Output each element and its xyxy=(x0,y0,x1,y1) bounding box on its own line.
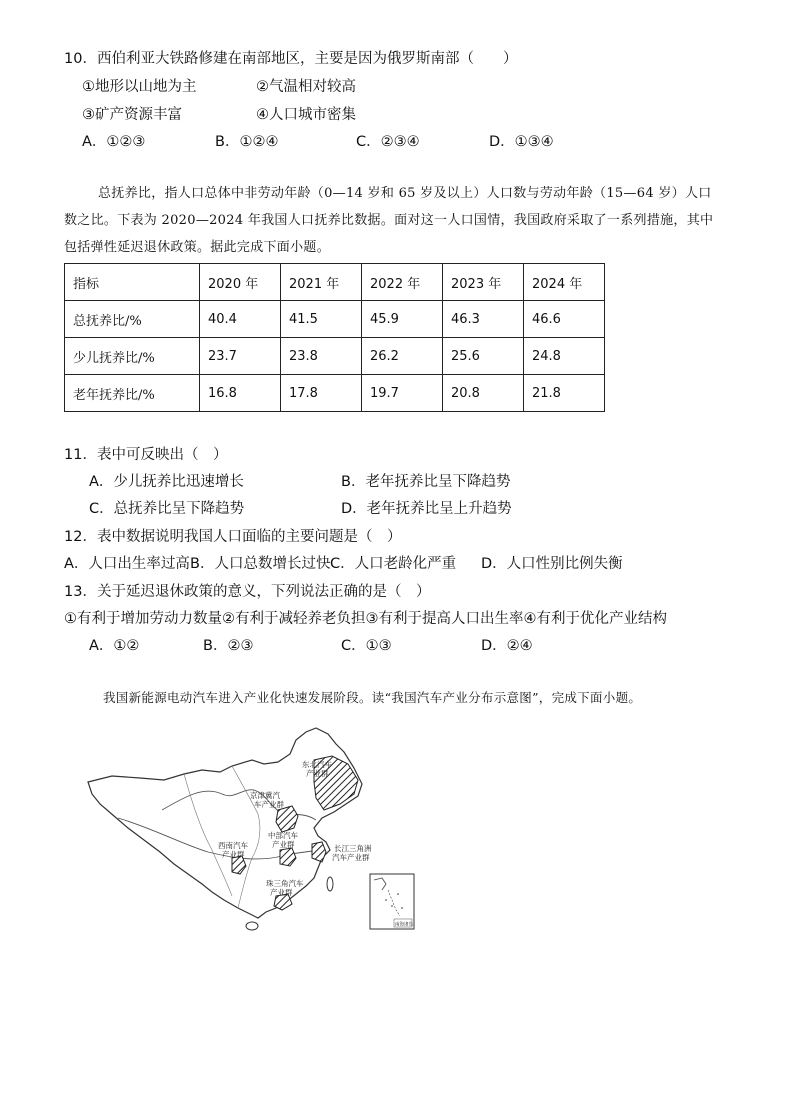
taiwan-island xyxy=(327,877,333,891)
label-southwest-1: 西南汽车 xyxy=(218,841,248,850)
table-cell: 41.5 xyxy=(281,301,362,338)
table-header-row xyxy=(65,264,605,301)
label-yangtze-delta-1: 长江三角洲 xyxy=(334,844,372,853)
q10-option-1: ①地形以山地为主 xyxy=(82,79,197,95)
table-cell: 21.8 xyxy=(524,375,605,412)
table-cell: 24.8 xyxy=(524,338,605,375)
label-central-2: 产业群 xyxy=(272,840,295,849)
table-cell: 46.6 xyxy=(524,301,605,338)
label-jingjinji-1: 京津冀汽 xyxy=(250,791,280,800)
q13-stem: 13．关于延迟退休政策的意义，下列说法正确的是（ ） xyxy=(64,584,431,600)
china-auto-industry-map xyxy=(82,724,422,934)
table-header-cell: 2024 年 xyxy=(524,264,605,301)
table-cell: 老年抚养比/% xyxy=(65,375,200,412)
label-northeast-2: 产业群 xyxy=(306,769,329,778)
q10-option-4: ④人口城市密集 xyxy=(256,107,356,123)
table-cell: 25.6 xyxy=(443,338,524,375)
q12-choice-a: A．人口出生率过高 xyxy=(64,556,190,572)
passage2: 我国新能源电动汽车进入产业化快速发展阶段。读“我国汽车产业分布示意图”，完成下面小题。 xyxy=(103,690,642,705)
q10-choice-c: C．②③④ xyxy=(356,134,420,150)
label-jingjinji-2: 车产业群 xyxy=(254,800,284,809)
q11-choice-a: A．少儿抚养比迅速增长 xyxy=(89,474,244,490)
q13-choice-a: A．①② xyxy=(89,638,140,654)
q12-choice-c: C．人口老龄化严重 xyxy=(330,556,457,572)
q10-option-3: ③矿产资源丰富 xyxy=(82,107,182,123)
table-cell: 17.8 xyxy=(281,375,362,412)
label-pearl-delta-2: 产业群 xyxy=(270,888,293,897)
table-row xyxy=(65,301,605,338)
q12-choice-d: D．人口性别比例失衡 xyxy=(481,556,623,572)
passage1-line2: 数之比。下表为 2020—2024 年我国人口抚养比数据。面对这一人口国情，我国政府采取了一系列措施，其中 xyxy=(64,213,714,228)
label-yangtze-delta-2: 汽车产业群 xyxy=(332,853,370,862)
table-cell: 23.8 xyxy=(281,338,362,375)
label-central-1: 中部汽车 xyxy=(268,831,298,840)
table-cell: 26.2 xyxy=(362,338,443,375)
table-header-cell: 2022 年 xyxy=(362,264,443,301)
table-cell: 总抚养比/% xyxy=(65,301,200,338)
passage1-line3: 包括弹性延迟退休政策。据此完成下面小题。 xyxy=(64,240,331,255)
q11-choice-d: D．老年抚养比呈上升趋势 xyxy=(341,501,512,517)
china-outline xyxy=(88,728,362,918)
table-cell: 46.3 xyxy=(443,301,524,338)
q11-choice-b: B．老年抚养比呈下降趋势 xyxy=(341,474,511,490)
table-row xyxy=(65,338,605,375)
table-cell: 45.9 xyxy=(362,301,443,338)
q11-stem: 11．表中可反映出（ ） xyxy=(64,447,228,463)
table-cell: 16.8 xyxy=(200,375,281,412)
q11-choice-c: C．总抚养比呈下降趋势 xyxy=(89,501,245,517)
q10-choice-b: B．①②④ xyxy=(215,134,279,150)
dependency-ratio-table xyxy=(64,263,605,412)
table-cell: 20.8 xyxy=(443,375,524,412)
q10-choice-d: D．①③④ xyxy=(489,134,554,150)
q10-option-2: ②气温相对较高 xyxy=(256,79,356,95)
label-pearl-delta-1: 珠三角汽车 xyxy=(266,879,304,888)
q13-statements: ①有利于增加劳动力数量②有利于减轻养老负担③有利于提高人口出生率④有利于优化产业结构 xyxy=(64,611,667,627)
q12-stem: 12．表中数据说明我国人口面临的主要问题是（ ） xyxy=(64,529,402,545)
q10-stem: 10．西伯利亚大铁路修建在南部地区，主要是因为俄罗斯南部（ ） xyxy=(64,51,518,67)
table-row xyxy=(65,375,605,412)
label-southwest-2: 产业群 xyxy=(222,850,245,859)
table-header-cell: 2021 年 xyxy=(281,264,362,301)
table-cell: 少儿抚养比/% xyxy=(65,338,200,375)
south-china-sea-inset xyxy=(370,874,414,929)
label-northeast-1: 东北汽车 xyxy=(302,760,332,769)
q13-choice-c: C．①③ xyxy=(341,638,392,654)
table-header-cell: 指标 xyxy=(65,264,200,301)
table-header-cell: 2020 年 xyxy=(200,264,281,301)
table-cell: 40.4 xyxy=(200,301,281,338)
table-cell: 23.7 xyxy=(200,338,281,375)
q13-choice-b: B．②③ xyxy=(203,638,254,654)
inset-label: 南海诸岛 xyxy=(395,922,413,928)
passage1-line1: 总抚养比，指人口总体中非劳动年龄（0—14 岁和 65 岁及以上）人口数与劳动年龄（15—64 岁）人口 xyxy=(98,186,712,201)
table-cell: 19.7 xyxy=(362,375,443,412)
hainan-island xyxy=(246,922,258,930)
table-header-cell: 2023 年 xyxy=(443,264,524,301)
q13-choice-d: D．②④ xyxy=(481,638,533,654)
q10-choice-a: A．①②③ xyxy=(82,134,146,150)
q12-choice-b: B．人口总数增长过快 xyxy=(190,556,331,572)
